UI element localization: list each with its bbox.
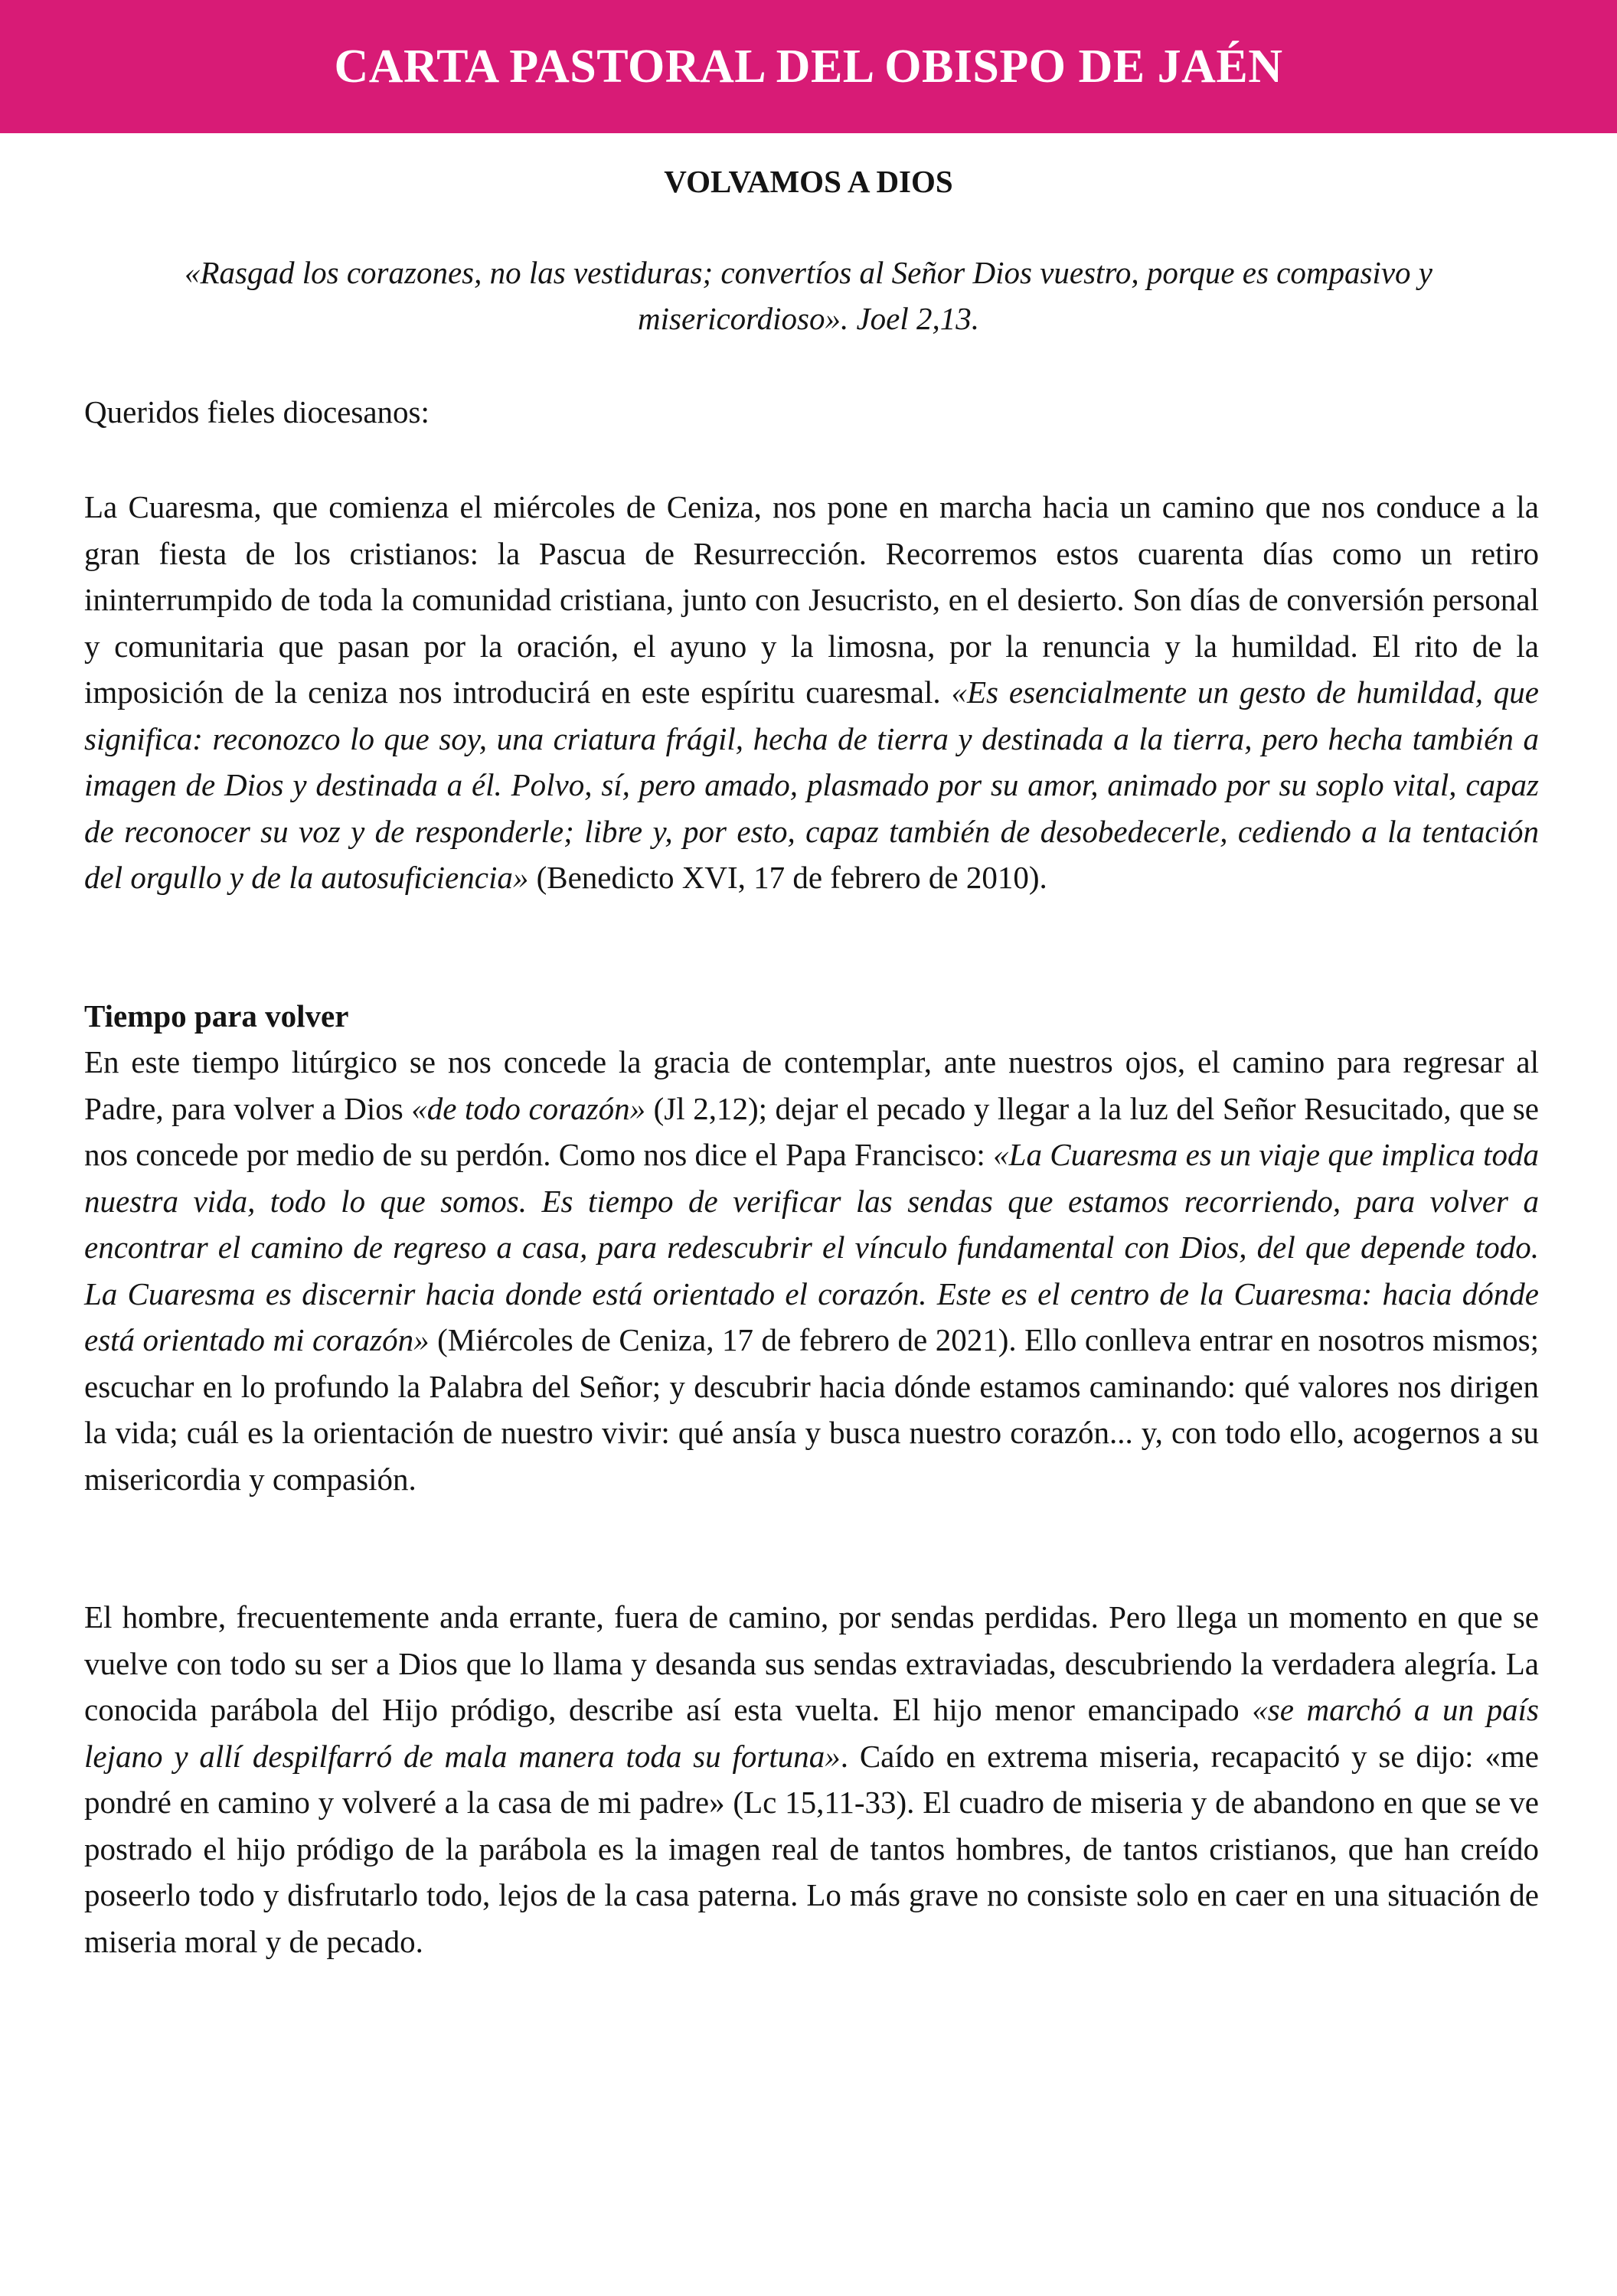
paragraph-2-text-3: (Miércoles de Ceniza, 17 de febrero de 2021). Ello conlleva entrar en nosotros mismos; escuchar en lo profundo la Palabra del Señor; y descubrir hacia dónde estamos caminando: qué valores nos dirigen la vida; cuál es la orientación de nuestro vivir: qué ansía y busca nuestro corazón... y, con todo ello, acogernos a su misericordia y compasión. — [84, 1322, 1540, 1497]
paragraph-2-quote-2: «La Cuaresma es un viaje que implica toda nuestra vida, todo lo que somos. Es tiempo de verificar las sendas que estamos recorriendo, para volver a encontrar el camino de regreso a casa, para redescubrir el vínculo fundamental con Dios, del que depende todo. La Cuaresma es discernir hacia donde está orientado el corazón. Este es el centro de la Cuaresma: hacia dónde está orientado mi corazón» — [84, 1137, 1540, 1357]
section-heading: Tiempo para volver — [84, 998, 349, 1034]
paragraph-2 — [84, 1039, 1539, 1502]
paragraph-1 — [84, 484, 1539, 901]
paragraph-1-quote: «Es esencialmente un gesto de humildad, que significa: reconozco lo que soy, una criatura frágil, hecha de tierra y destinada a la tierra, pero hecha también a imagen de Dios y destinada a él. Polvo, sí, pero amado, plasmado por su amor, animado por su soplo vital, capaz de reconocer su voz y de responderle; libre y, por esto, capaz también de desobedecerle, cediendo a la tentación del orgullo y de la autosuficiencia» — [84, 674, 1540, 895]
paragraph-2-quote-1: «de todo corazón» — [411, 1090, 646, 1126]
paragraph-3-text-2: . Caído en extrema miseria, recapacitó y se dijo: «me pondré en camino y volveré a la casa de mi padre» (Lc 15,11-33). El cuadro de miseria y de abandono en que se ve postrado el hijo pródigo de la parábola es la imagen real de tantos hombres, de tantos cristianos, que han creído poseerlo todo y disfrutarlo todo, lejos de la casa paterna. Lo más grave no consiste solo en caer en una situación de miseria moral y de pecado. — [84, 1738, 1539, 1959]
paragraph-2-text-2: (Jl 2,12); dejar el pecado y llegar a la luz del Señor Resucitado, que se nos concede por medio de su perdón. Como nos dice el Papa Francisco: — [84, 1090, 1539, 1172]
paragraph-3 — [84, 1594, 1539, 1965]
paragraph-1-text: La Cuaresma, que comienza el miércoles de Ceniza, nos pone en marcha hacia un camino que nos conduce a la gran fiesta de los cristianos: la Pascua de Resurrección. Recorremos estos cuarenta días como un retiro ininterrumpido de toda la comunidad cristiana, junto con Jesucristo, en el desierto. Son días de conversión personal y comunitaria que pasan por la oración, el ayuno y la limosna, por la renuncia y la humildad. El rito de la imposición de la ceniza nos introducirá en este espíritu cuaresmal. — [84, 489, 1539, 710]
header-title: CARTA PASTORAL DEL OBISPO DE JAÉN — [334, 41, 1283, 93]
paragraph-3-quote: «se marchó a un país lejano y allí despilfarró de mala manera toda su fortuna» — [84, 1692, 1539, 1774]
document-title: VOLVAMOS A DIOS — [664, 164, 953, 199]
paragraph-3-text-1: El hombre, frecuentemente anda errante, fuera de camino, por sendas perdidas. Pero llega un momento en que se vuelve con todo su ser a Dios que lo llama y desanda sus sendas extraviadas, descubriendo la verdadera alegría. La conocida parábola del Hijo pródigo, describe así esta vuelta. El hijo menor emancipado — [84, 1599, 1539, 1727]
paragraph-1-citation: (Benedicto XVI, 17 de febrero de 2010). — [528, 860, 1047, 895]
epigraph-quote: «Rasgad los corazones, no las vestiduras; convertíos al Señor Dios vuestro, porque es compasivo y misericordioso». Joel 2,13. — [185, 255, 1432, 336]
paragraph-2-text-1: En este tiempo litúrgico se nos concede la gracia de contemplar, ante nuestros ojos, el camino para regresar al Padre, para volver a Dios — [84, 1044, 1539, 1126]
salutation: Queridos fieles diocesanos: — [84, 394, 430, 429]
